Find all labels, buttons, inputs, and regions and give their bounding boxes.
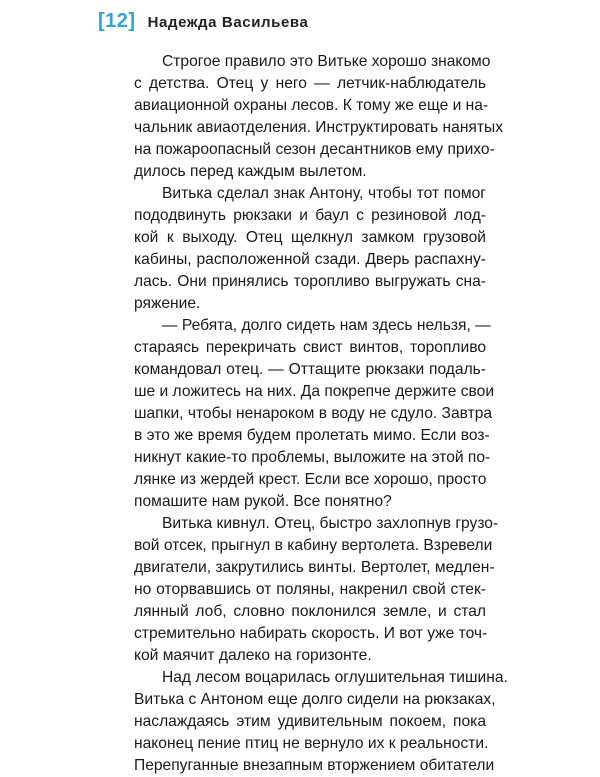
text-line: пододвинуть рюкзаки и баул с резиновой лод- (134, 207, 486, 224)
text-line: лянке из жердей крест. Если все хорошо, просто (134, 471, 487, 488)
text-line: лась. Они принялись торопливо выгружать сна- (134, 273, 486, 290)
text-line: Строгое правило это Витьке хорошо знакомо (162, 53, 491, 70)
text-line: стараясь перекричать свист винтов, торопливо (134, 339, 486, 356)
text-line: помашите нам рукой. Все понятно? (134, 493, 392, 510)
author-name: Надежда Васильева (147, 14, 309, 31)
text-line: — Ребята, долго сидеть нам здесь нельзя, — (162, 317, 491, 334)
text-line: стремительно набирать скорость. И вот уже точ- (134, 625, 488, 642)
text-line: Перепуганные внезапным вторжением обитатели (134, 757, 495, 774)
text-line: наконец пение птиц не вернуло их к реальности. (134, 735, 489, 752)
text-line: кой маячит далеко на горизонте. (134, 647, 372, 664)
text-line: авиационной охраны лесов. К тому же еще и на- (134, 97, 489, 114)
text-line: в это же время будем пролетать мимо. Если воз- (134, 427, 490, 444)
text-line: кабины, расположенной сзади. Дверь распахну- (134, 251, 486, 268)
text-line: ряжение. (134, 295, 201, 312)
text-line: никнут какие-то проблемы, выложите на этой по- (134, 449, 491, 466)
text-line: Витька с Антоном еще долго сидели на рюкзаках, (134, 691, 496, 708)
text-line: Над лесом воцарилась оглушительная тишина. (162, 669, 508, 686)
text-line: Витька кивнул. Отец, быстро захлопнув грузо- (162, 515, 499, 532)
text-line: Витька сделал знак Антону, чтобы тот помог (162, 185, 486, 202)
text-line: лянный лоб, словно поклонился земле, и стал (134, 603, 486, 620)
text-line: на пожароопасный сезон десантников ему прихо- (134, 141, 495, 158)
text-line: командовал отец. — Оттащите рюкзаки подаль- (134, 361, 486, 378)
text-line: ше и ложитесь на них. Да покрепче держите свои (134, 383, 495, 400)
body-text (134, 51, 508, 777)
page-number: [12] (98, 10, 136, 32)
running-header (98, 10, 308, 33)
text-line: дилось перед каждым вылетом. (134, 163, 367, 180)
text-line: шапки, чтобы ненароком в воду не сдуло. Завтра (134, 405, 493, 422)
text-line: но оторвавшись от поляны, накренил свой стек- (134, 581, 486, 598)
text-line: двигатели, закрутились винты. Вертолет, медлен- (134, 559, 495, 576)
text-line: наслаждаясь этим удивительным покоем, пока (134, 713, 486, 730)
text-line: кой к выходу. Отец щелкнул замком грузовой (134, 229, 486, 246)
text-line: чальник авиаотделения. Инструктировать нанятых (134, 119, 504, 136)
text-line: с детства. Отец у него — летчик-наблюдатель (134, 75, 486, 92)
text-line: вой отсек, прыгнул в кабину вертолета. Взревели (134, 537, 493, 554)
